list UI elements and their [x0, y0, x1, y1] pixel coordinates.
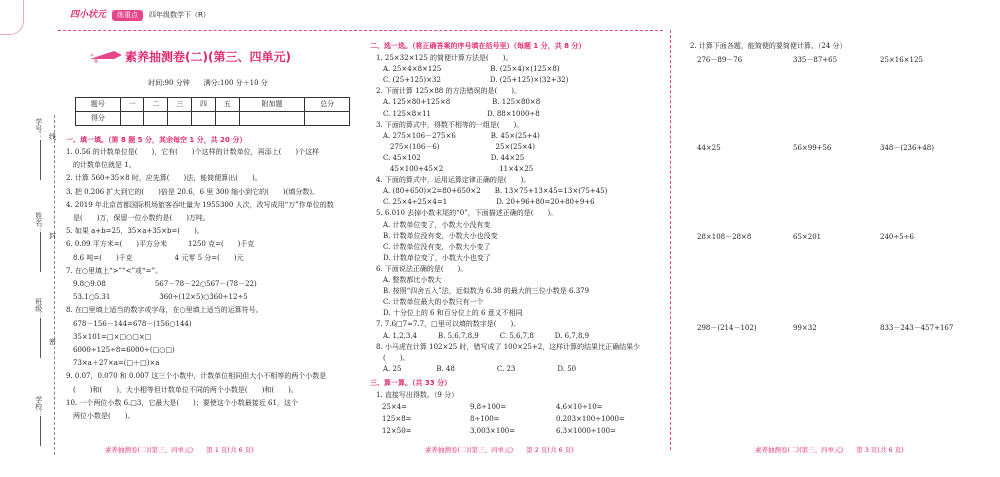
question-line: 是( )万，保留一位小数约是( )万吨。: [66, 214, 210, 222]
name-label: 姓名：: [34, 212, 43, 233]
choice-line: D. 十分位上的 6 和百分位上的 6 意义不相同: [376, 309, 523, 318]
mental-math-item: 6.3×1000÷100=: [556, 427, 616, 435]
brand-logo: 四小状元: [70, 10, 107, 20]
calculation-item: 44×25: [697, 144, 721, 152]
choice-line: C. 25×4÷25×4=1 D. 20+96+80=20+80+9+6: [376, 198, 595, 207]
question-line: 35×101=□×□○□×□: [66, 332, 152, 341]
question-line: 4. 2019 年北京首都国际机场旅客吞吐量为 1955300 人次，改写成用“万”作单位的数: [66, 200, 334, 209]
choice-line: D. 计数单位变了，小数大小也变了: [376, 253, 491, 262]
section-2-heading: 二、选一选。（将正确答案的序号填在括号里）（每题 1 分，共 8 分）: [370, 42, 586, 50]
question-line: 53.1○5.31 360÷(12×5)○360÷12÷5: [66, 293, 248, 302]
mental-math-item: 125×8=: [382, 415, 412, 423]
choice-line: A. 整数都比小数大: [376, 276, 442, 284]
header-rule: [58, 30, 663, 31]
class-label: 班级：: [34, 298, 43, 319]
question-line: 7. 在○里填上“>”“<”或“=”。: [66, 266, 163, 275]
question-line: 6000÷125÷8=6000÷(□○□): [66, 346, 175, 354]
name-field[interactable]: [40, 232, 41, 272]
choice-line: C. 125×8×11 D. 88×1000÷8: [376, 109, 540, 118]
score-input-cell[interactable]: [192, 112, 216, 126]
page-divider: [670, 30, 671, 450]
question-line: 9. 0.07，0.070 和 0.007 这三个小数中，计数单位相同但大小不相等的两个小数是: [66, 372, 327, 381]
calculation-item: 348－(236+48): [880, 144, 934, 152]
choice-line: C. 计数单位最大的小数只有一个: [376, 298, 484, 307]
score-input-cell[interactable]: [144, 112, 168, 126]
choice-line: A. 125×80+125×8 B. 125×80×8: [376, 98, 541, 107]
section-1-heading: 一、填一填。（第 8 题 5 分，其余每空 1 分，共 20 分）: [66, 136, 247, 144]
section-3-heading: 三、算一算。（共 33 分）: [370, 379, 452, 387]
choice-line: C. (25+125)×32 D. (25+125)×(32+32): [376, 76, 569, 85]
school-field[interactable]: [40, 416, 41, 446]
choice-line: ( )。: [376, 353, 410, 362]
series-tag: 练重点: [112, 10, 143, 21]
choice-line: A. 计数单位变了，小数大小没有变: [376, 220, 491, 229]
cut-line: [54, 115, 55, 455]
score-cell: 四: [192, 98, 216, 112]
choice-line: C. 计数单位没有变，小数大小变了: [376, 242, 491, 251]
calculation-item: 298－(214－102): [697, 324, 757, 332]
school-label: 学校：: [34, 396, 43, 417]
question-line: 10. 一个两位小数 6.□3，它最大是( )；要使这个小数最接近 61，这个: [66, 398, 298, 407]
question-line: 5. 如果 a+b=25，35×a+35×b=( )。: [66, 227, 204, 236]
question-3-1: 1. 直接写出得数。（9 分）: [376, 391, 459, 399]
question-line: 2. 计算 560÷35×8 时，应先算( )法，能简便算出( )。: [66, 174, 262, 183]
choice-line: 275×(106－6) 25×(25×4): [376, 142, 535, 151]
student-id-field[interactable]: [40, 140, 41, 180]
question-3-2: 2. 计算下面各题，能简便的要简便计算。（24 分）: [690, 42, 847, 50]
score-cell: 一: [120, 98, 144, 112]
choice-line: A. (80+650)×2=80+650×2 B. 13×75+13×45=13×(75+45): [376, 187, 608, 196]
score-table: [75, 97, 350, 126]
choice-line: A. 275×106－275×6 B. 45×(25+4): [376, 131, 540, 140]
grade-label: 四年级数学下（R）: [149, 11, 210, 20]
calculation-item: 335－87+65: [793, 56, 838, 64]
question-line: 6. 0.09 平方米=( )平方分米 1250 克=( )千克: [66, 240, 255, 249]
question-line: 的计数单位就是 1。: [66, 161, 136, 170]
calculation-item: 65×201: [793, 233, 822, 241]
binding-strip: [0, 0, 55, 477]
question-line: 3. 把 0.206 扩大到它的( )倍是 20.6，6 里 300 缩小到它的( )(填分数)。: [66, 187, 320, 196]
calculation-item: 833－243－457+167: [880, 324, 954, 332]
mental-math-item: 4.6×10÷10=: [556, 403, 603, 411]
score-cell: 题号: [76, 98, 121, 112]
score-cell: 附加题: [239, 98, 305, 112]
mental-math-item: 8÷100=: [470, 415, 500, 423]
score-input-cell[interactable]: [168, 112, 192, 126]
seal-word-dense: 密: [49, 338, 56, 346]
choice-line: 6. 下面说法正确的是( )。: [376, 264, 468, 273]
calculation-item: 28×108－28×8: [697, 233, 752, 241]
calculation-item: 240÷5÷6: [880, 233, 914, 241]
choice-line: A. 25 B. 48 C. 23 D. 50: [376, 364, 577, 373]
class-field[interactable]: [40, 318, 41, 358]
choice-line: 3. 下面的算式中，得数不相等的一组是( )。: [376, 120, 524, 129]
corner-decoration: [0, 0, 24, 35]
choice-line: 4. 下面的算式中，运用运算定律正确的是( )。: [376, 176, 531, 185]
score-input-cell[interactable]: [120, 112, 144, 126]
score-table-header-row: [76, 98, 350, 112]
calculation-item: 56×99+56: [793, 144, 832, 152]
choice-line: 8. 小马虎在计算 102×25 时，错写成了 100×25+2，这样计算的结果比正确结果少: [376, 342, 641, 351]
choice-line: 5. 6.010 去掉小数末尾的“0”，下面描述正确的是( )。: [376, 209, 558, 218]
student-id-label: 学号：: [34, 118, 43, 139]
choice-line: 2. 下面计算 125×88 的方法错误的是( )。: [376, 87, 521, 96]
score-cell: 得分: [76, 112, 121, 126]
choice-line: 1. 25×32×125 的简便计算方法是( )。: [376, 54, 513, 62]
choice-line: A. 1,2,3,4 B. 5,6,7,8,9 C. 5,6,7,8 D. 6,7,8,9: [376, 331, 590, 340]
score-input-cell[interactable]: [215, 112, 239, 126]
mental-math-item: 25×4=: [382, 403, 408, 411]
mental-math-item: 0.203×100÷1000=: [556, 415, 625, 423]
score-cell: 二: [144, 98, 168, 112]
question-line: 9.8○9.08 567－78－22○567－(78－22): [66, 280, 257, 288]
calculation-item: 276－89－76: [697, 56, 743, 64]
score-input-cell[interactable]: [239, 112, 305, 126]
seal-word-seal: 封: [49, 232, 56, 240]
score-cell: 总分: [305, 98, 350, 112]
footer-page-3: 素养抽测卷(二)(第三、四单元) 第 3 页(共 6 页): [755, 446, 904, 454]
choice-line: B. 按照“四舍五入”法，近似数为 6.38 的最大的三位小数是 6.379: [376, 287, 590, 296]
mental-math-item: 12×50=: [382, 427, 412, 435]
score-cell: 五: [215, 98, 239, 112]
choice-line: A. 25×4×8×125 B. (25×4)×(125×8): [376, 65, 560, 74]
question-line: ( )和( )，大小相等但计数单位不同的两个小数是( )和( )。: [66, 385, 298, 394]
question-line: 两位小数是( )。: [66, 412, 135, 420]
question-line: 678－156－144=678－(156○144): [66, 319, 192, 328]
choice-line: C. 45×102 D. 44×25: [376, 153, 525, 162]
header: [70, 10, 210, 21]
question-line: 8.6 吨=( )千克 4 元零 5 分=( )元: [66, 253, 244, 262]
score-table-score-row: [76, 112, 350, 126]
paper-title: 素养抽测卷(二)(第三、四单元): [125, 50, 291, 64]
calculation-item: 99×32: [793, 324, 817, 332]
question-line: 73×a＋27×a=(□＋□)×a: [66, 359, 160, 368]
seal-word-line: 线: [49, 133, 56, 141]
footer-page-2: 素养抽测卷(二)(第三、四单元) 第 2 页(共 6 页): [425, 446, 574, 454]
question-line: 8. 在□里填上适当的数字或字母，在○里填上适当的运算符号。: [66, 306, 263, 315]
score-input-cell[interactable]: [305, 112, 350, 126]
choice-line: B. 计数单位没有变，小数大小也没变: [376, 231, 498, 240]
footer-page-1: 素养抽测卷(二)(第三、四单元) 第 1 页(共 6 页): [105, 446, 254, 454]
time-score-line: 时间:90 分钟 满分:100 分＋10 分: [148, 79, 268, 87]
score-cell: 三: [168, 98, 192, 112]
choice-line: 45×100+45×2 11×4×25: [376, 165, 534, 173]
mental-math-item: 3.003×100=: [470, 427, 516, 435]
choice-line: 7. 7.6□7≈7.7，□里可以填的数字是( )。: [376, 320, 521, 329]
mental-math-item: 9.8÷100=: [470, 403, 507, 411]
calculation-item: 25×16×125: [880, 56, 923, 64]
question-line: 1. 0.56 的计数单位是( )，它有( )个这样的计数单位，再添上( )个这样: [66, 148, 320, 156]
